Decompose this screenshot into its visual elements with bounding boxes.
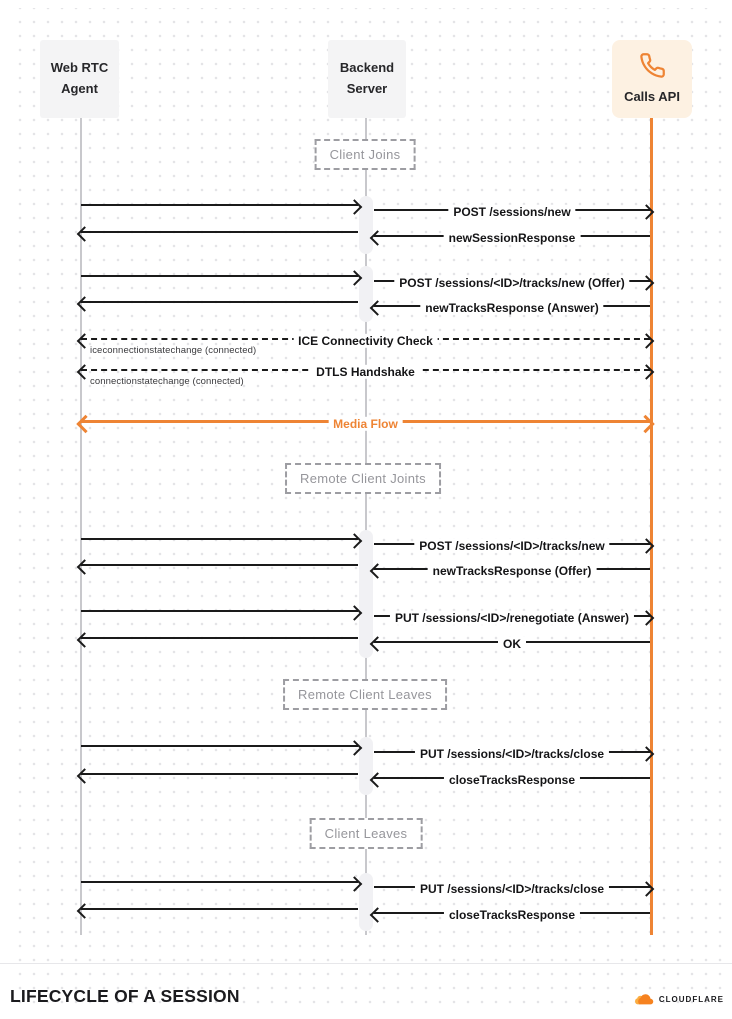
message-arrow-media-flow	[81, 416, 650, 431]
message-arrow-new-session-response	[374, 230, 650, 245]
activation-bar	[359, 737, 373, 795]
message-label: ICE Connectivity Check	[293, 334, 438, 348]
phone-icon	[639, 52, 666, 79]
phase-box-client-joins	[315, 139, 416, 170]
activation-bar	[359, 266, 373, 322]
message-label: POST /sessions/<ID>/tracks/new	[414, 539, 609, 553]
request-arrow	[81, 610, 358, 612]
event-sublabel: connectionstatechange (connected)	[90, 376, 244, 387]
message-arrow-close-tracks-response-2	[374, 907, 650, 922]
message-arrow-new-tracks-response-answer	[374, 300, 650, 315]
activation-bar	[359, 873, 373, 931]
message-arrow-ice-connectivity-check	[81, 333, 650, 356]
activation-bar	[359, 530, 373, 658]
footer-divider	[0, 963, 732, 964]
message-label: newTracksResponse (Offer)	[428, 564, 597, 578]
message-arrow-post-tracks-new-offer	[374, 275, 650, 290]
message-arrow-post-tracks-new	[374, 538, 650, 553]
message-arrow-ok	[374, 636, 650, 651]
event-sublabel: iceconnectionstatechange (connected)	[90, 345, 257, 356]
message-arrow-close-tracks-response	[374, 772, 650, 787]
message-label: OK	[498, 637, 526, 651]
message-arrow-dtls-handshake	[81, 364, 650, 387]
phase-box-remote-client-joins	[285, 463, 441, 494]
request-arrow	[81, 538, 358, 540]
diagram-canvas	[8, 8, 724, 1013]
message-label: POST /sessions/<ID>/tracks/new (Offer)	[394, 276, 629, 290]
message-arrow-new-tracks-response-offer	[374, 563, 650, 578]
request-arrow	[81, 745, 358, 747]
response-arrow	[81, 231, 358, 233]
cloudflare-logo	[633, 992, 724, 1006]
response-arrow	[81, 301, 358, 303]
message-label: PUT /sessions/<ID>/tracks/close	[415, 882, 609, 896]
message-label: newSessionResponse	[444, 231, 581, 245]
message-label: Media Flow	[328, 417, 403, 431]
message-arrow-put-tracks-close	[374, 746, 650, 761]
request-arrow	[81, 275, 358, 277]
diagram-title: LIFECYCLE OF A SESSION	[10, 986, 240, 1006]
message-label: newTracksResponse (Answer)	[420, 301, 603, 315]
actor-label: Web RTC	[50, 60, 109, 76]
phase-label: Remote Client Joints	[300, 471, 426, 486]
phase-label: Client Leaves	[324, 826, 408, 841]
message-label: closeTracksResponse	[444, 908, 580, 922]
message-label: PUT /sessions/<ID>/renegotiate (Answer)	[390, 611, 634, 625]
actor-box-webrtc-agent	[40, 40, 119, 118]
actor-box-calls-api	[612, 40, 692, 118]
phase-box-remote-client-leaves	[283, 679, 447, 710]
phase-box-client-leaves	[310, 818, 423, 849]
actor-label: Calls API	[624, 88, 680, 104]
cloudflare-wordmark: CLOUDFLARE	[658, 994, 724, 1004]
message-arrow-put-renegotiate-answer	[374, 610, 650, 625]
response-arrow	[81, 908, 358, 910]
lifeline-calls-api	[650, 118, 653, 935]
request-arrow	[81, 881, 358, 883]
message-label: PUT /sessions/<ID>/tracks/close	[415, 747, 609, 761]
cloudflare-cloud-icon	[633, 992, 656, 1006]
response-arrow	[81, 564, 358, 566]
message-arrow-post-sessions-new	[374, 204, 650, 219]
actor-label: Agent	[61, 81, 98, 96]
response-arrow	[81, 637, 358, 639]
request-arrow	[81, 204, 358, 206]
lifeline-webrtc-agent	[80, 118, 82, 935]
phase-label: Remote Client Leaves	[298, 687, 432, 702]
actor-box-backend-server	[328, 40, 406, 118]
message-arrow-put-tracks-close-2	[374, 881, 650, 896]
message-label: POST /sessions/new	[448, 205, 575, 219]
response-arrow	[81, 773, 358, 775]
message-label: DTLS Handshake	[311, 365, 420, 379]
message-label: closeTracksResponse	[444, 773, 580, 787]
actor-label: Server	[346, 81, 388, 96]
phase-label: Client Joins	[329, 147, 401, 162]
activation-bar	[359, 196, 373, 254]
actor-label: Backend	[339, 60, 395, 76]
